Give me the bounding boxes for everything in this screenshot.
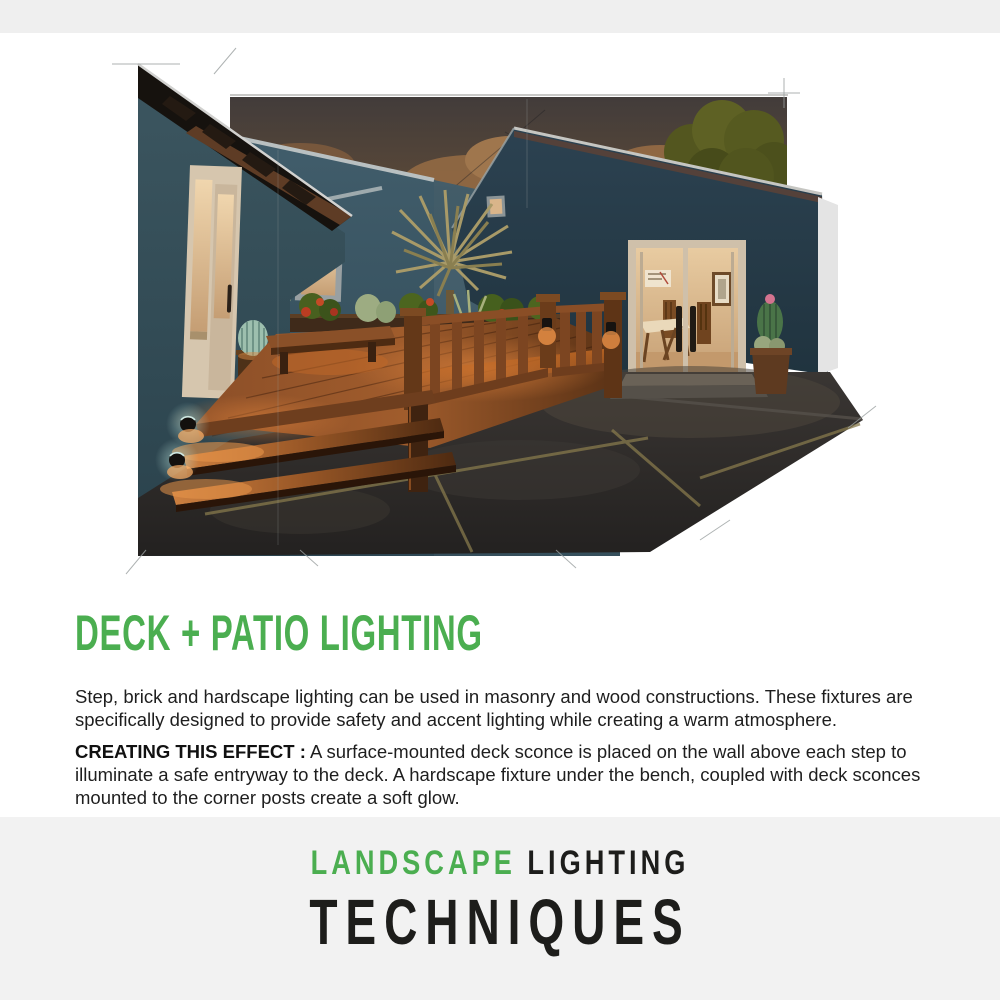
door-sticker-sign <box>645 270 671 287</box>
effect-paragraph <box>75 740 941 809</box>
footer-band <box>0 817 1000 1000</box>
series-title-techniques: TECHNIQUES <box>309 886 691 958</box>
series-title-lighting: LIGHTING <box>515 844 690 882</box>
french-doors <box>628 240 746 380</box>
left-door <box>182 165 242 399</box>
interior-picture-frame <box>712 272 732 306</box>
side-panel <box>818 197 838 375</box>
step-sconce <box>155 438 199 482</box>
series-title-landscape: LANDSCAPE <box>310 844 516 882</box>
effect-label: CREATING THIS EFFECT : <box>75 740 306 762</box>
door-sill-steps <box>610 374 768 399</box>
series-title <box>100 844 900 883</box>
section-heading: DECK + PATIO LIGHTING <box>75 605 483 661</box>
intro-paragraph: Step, brick and hardscape lighting can be used in masonry and wood constructions. These fixtures are specifically designed to provide safety and accent lighting while creating a warm atmosphere. <box>75 685 913 730</box>
effect-text: A surface-mounted deck sconce is placed on the wall above each step to illuminate a safe entryway to the deck. A hardscape fixture under the bench, coupled with deck sconces mounted to the corner posts create a soft glow. <box>75 740 921 808</box>
